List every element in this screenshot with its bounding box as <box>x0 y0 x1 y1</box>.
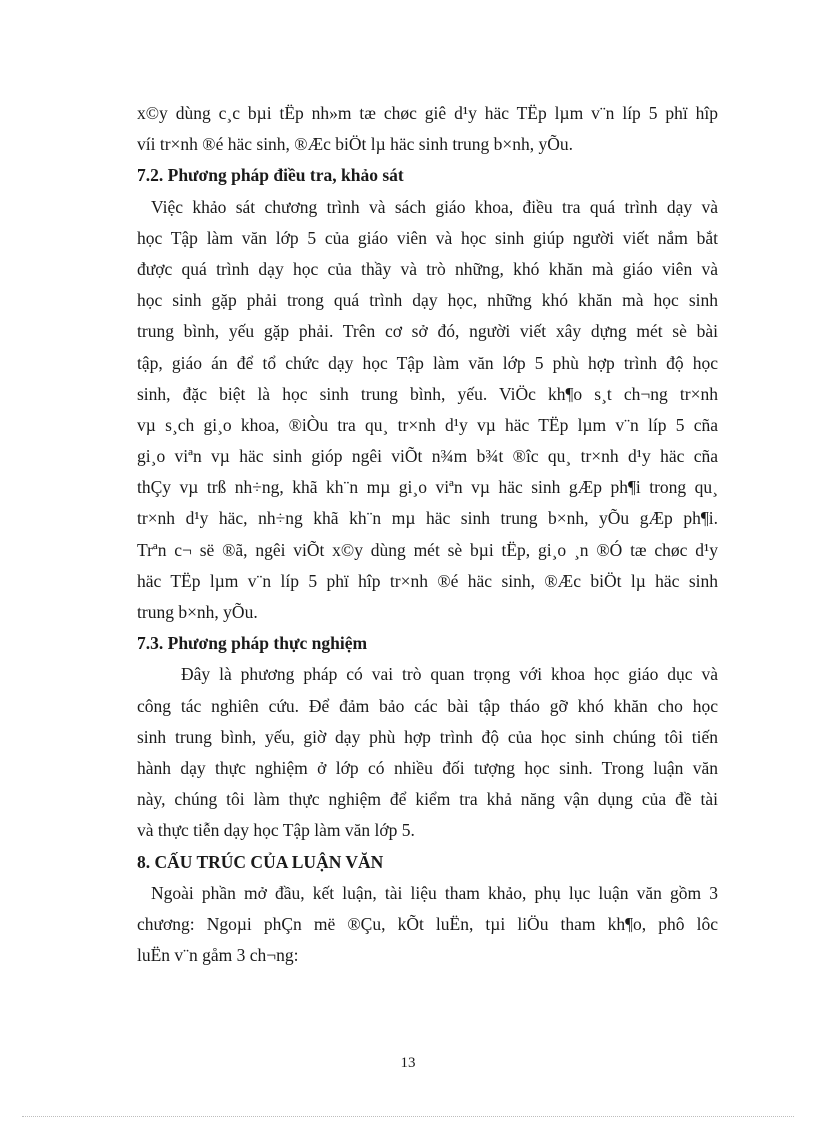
text-line: Trªn c¬ së ®ã, ngêi viÕt x©y dùng mét sè bµi tËp, gi¸o ¸n ®Ó tæ chøc d¹y <box>137 539 718 560</box>
text-line: víi tr×nh ®é häc sinh, ®Æc biÖt lµ häc sinh trung b×nh, yÕu. <box>137 134 574 155</box>
text-line: thÇy vµ trß nh÷ng, khã kh¨n mµ gi¸o viªn vµ häc sinh gÆp ph¶i trong qu¸ <box>137 477 718 498</box>
text-line: Ngoài phần mở đầu, kết luận, tài liệu tham khảo, phụ lục luận văn gồm 3 <box>151 882 718 903</box>
page-body <box>137 98 718 971</box>
text-line: tr×nh d¹y häc, nh÷ng khã kh¨n mµ häc sinh trung b×nh, yÕu gÆp ph¶i. <box>137 508 718 529</box>
text-line: häc TËp lµm v¨n líp 5 phï hîp tr×nh ®é häc sinh, ®Æc biÖt lµ häc sinh <box>137 570 718 591</box>
text-line: luËn v¨n gåm 3 ch¬ng: <box>137 945 299 966</box>
text-line: sinh trung bình, yếu, giờ dạy phù hợp trình độ của học sinh chúng tôi tiến <box>137 726 718 747</box>
text-line: Việc khảo sát chương trình và sách giáo khoa, điều tra quá trình dạy và <box>151 196 718 217</box>
text-line: và thực tiễn dạy học Tập làm văn lớp 5. <box>137 820 415 841</box>
text-line: Đây là phương pháp có vai trò quan trọng với khoa học giáo dục và <box>181 664 718 685</box>
section-heading-7-3: 7.3. Phương pháp thực nghiệm <box>137 633 368 654</box>
text-line: x©y dùng c¸c bµi tËp nh»m tæ chøc giê d¹y häc TËp lµm v¨n líp 5 phï hîp <box>137 103 718 123</box>
text-line: vµ s¸ch gi¸o khoa, ®iÒu tra qu¸ tr×nh d¹y vµ häc TËp lµm v¨n líp 5 cña <box>137 414 718 435</box>
text-line: hành dạy thực nghiệm ở lớp có nhiều đối tượng học sinh. Trong luận văn <box>137 757 718 778</box>
text-line: sinh, đặc biệt là học sinh trung bình, yếu. ViÖc kh¶o s¸t ch¬ng tr×nh <box>137 383 718 404</box>
text-line: chương: Ngoµi phÇn më ®Çu, kÕt luËn, tµi liÖu tham kh¶o, phô lôc <box>137 913 718 934</box>
section-heading-8: 8. CẤU TRÚC CỦA LUẬN VĂN <box>137 851 384 872</box>
text-line: này, chúng tôi làm thực nghiệm để kiểm tra khả năng vận dụng của đề tài <box>137 789 718 810</box>
page-bottom-divider <box>22 1116 794 1117</box>
text-line: trung bình, yếu gặp phải. Trên cơ sở đó, người viết xây dựng mét sè bài <box>137 321 718 342</box>
section-heading-7-2: 7.2. Phương pháp điều tra, khảo sát <box>137 165 404 186</box>
text-line: được quá trình dạy học của thầy và trò những, khó khăn mà giáo viên và <box>137 258 718 279</box>
text-line: tập, giáo án để tổ chức dạy học Tập làm văn lớp 5 phù hợp trình độ học <box>137 352 718 373</box>
text-line: gi¸o viªn vµ häc sinh gióp ngêi viÕt n¾m b¾t ®îc qu¸ tr×nh d¹y häc cña <box>137 446 718 467</box>
text-line: học Tập làm văn lớp 5 của giáo viên và học sinh giúp người viết nắm bắt <box>137 227 718 248</box>
text-line: trung b×nh, yÕu. <box>137 602 258 622</box>
text-line: công tác nghiên cứu. Để đảm bảo các bài tập tháo gỡ khó khăn cho học <box>137 695 718 716</box>
text-line: học sinh gặp phải trong quá trình dạy học, những khó khăn mà học sinh <box>137 290 718 311</box>
page-number: 13 <box>400 1055 416 1071</box>
